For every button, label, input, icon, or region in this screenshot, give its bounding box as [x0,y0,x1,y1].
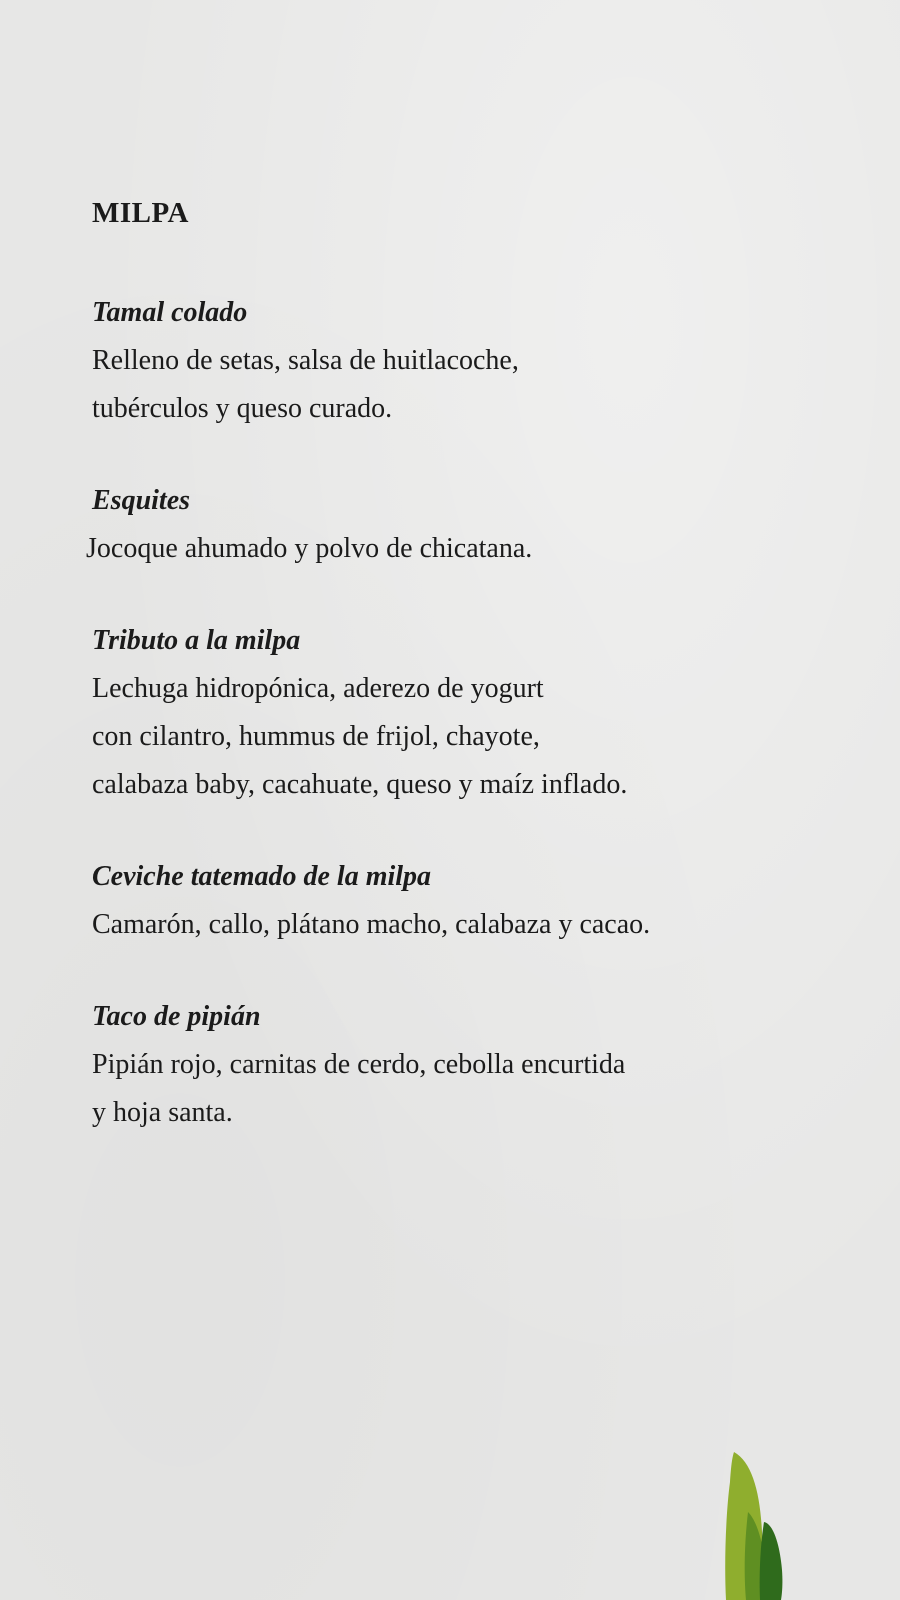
dish-name: Tributo a la milpa [92,624,301,656]
dish-name: Ceviche tatemado de la milpa [92,860,432,892]
dish-description-line: Camarón, callo, plátano macho, calabaza y cacao. [92,908,651,940]
dish-name: Taco de pipián [92,1000,261,1032]
section-title: MILPA [92,197,190,229]
dish-description-line: Lechuga hidropónica, aderezo de yogurt [92,672,544,704]
dish-description-line: Relleno de setas, salsa de huitlacoche, [92,344,519,376]
dish-item [92,853,832,949]
dish-description-line: calabaza baby, cacahuate, queso y maíz inflado. [92,768,628,800]
dish-description [92,901,832,949]
dish-description [86,525,832,573]
dish-name: Esquites [92,484,191,516]
dish-item [92,993,832,1137]
menu-content [86,196,832,1181]
dish-name: Tamal colado [92,296,248,328]
dish-description [92,1041,832,1137]
dish-item [86,477,832,573]
dish-description-line: con cilantro, hummus de frijol, chayote, [92,720,540,752]
dish-description-line: Jocoque ahumado y polvo de chicatana. [86,532,533,564]
dish-description [92,665,832,809]
leaf-icon [724,1452,804,1600]
leaf-blade-front [760,1522,783,1600]
dish-description-line: tubérculos y queso curado. [92,392,393,424]
dish-description [92,337,832,433]
dish-item [92,289,832,433]
dish-description-line: Pipián rojo, carnitas de cerdo, cebolla encurtida [92,1048,626,1080]
dish-item [92,617,832,809]
dish-description-line: y hoja santa. [92,1096,233,1128]
